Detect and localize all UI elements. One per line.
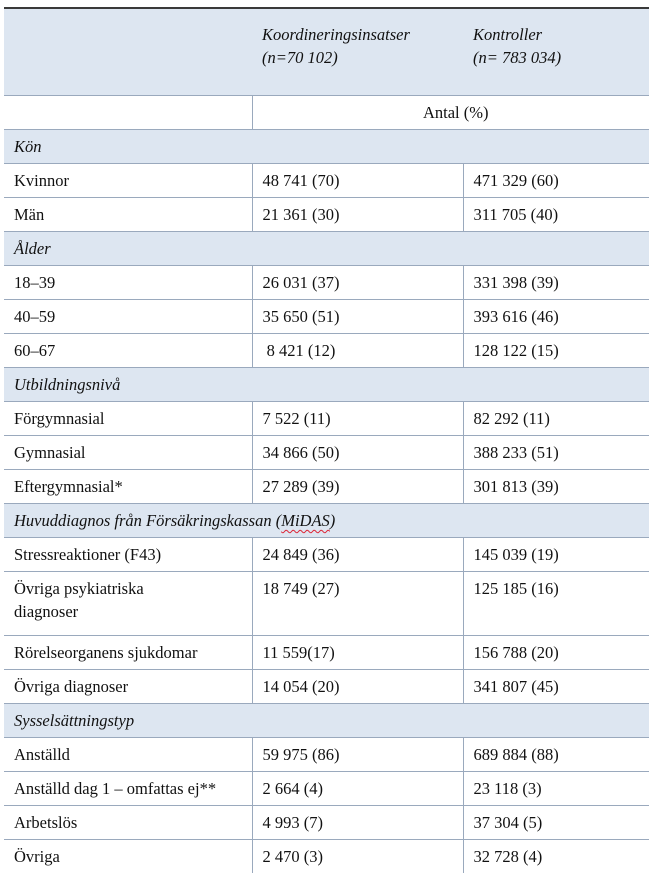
row-label: 40–59 [4,300,252,334]
section-title-suffix: ) [330,511,336,530]
row-label: Anställd dag 1 – omfattas ej** [4,772,252,806]
intervention-value: 34 866 (50) [252,436,463,470]
table-row [4,402,649,436]
table-row [4,300,649,334]
row-label-line2: diagnoser [14,600,252,623]
control-value: 393 616 (46) [463,300,649,334]
table-row [4,840,649,873]
section-row [4,232,649,266]
control-value: 689 884 (88) [463,738,649,772]
header-empty-cell [4,8,252,96]
header-intervention [252,8,463,96]
header-controls-n: (n= 783 034) [473,46,649,69]
row-label [4,572,252,636]
control-value: 156 788 (20) [463,636,649,670]
section-title-kon: Kön [4,130,649,164]
table-header-row [4,8,649,96]
intervention-value: 48 741 (70) [252,164,463,198]
intervention-value: 27 289 (39) [252,470,463,504]
control-value: 32 728 (4) [463,840,649,873]
intervention-value: 7 522 (11) [252,402,463,436]
control-value: 341 807 (45) [463,670,649,704]
table-row [4,572,649,636]
table-row [4,772,649,806]
header-intervention-n: (n=70 102) [262,46,463,69]
section-row [4,704,649,738]
control-value: 388 233 (51) [463,436,649,470]
unit-row [4,96,649,130]
section-title-huvuddiagnos [4,504,649,538]
row-label-line1: Övriga psykiatriska [14,577,252,600]
row-label: Arbetslös [4,806,252,840]
section-title-sysselsattning: Sysselsättningstyp [4,704,649,738]
row-label: Eftergymnasial* [4,470,252,504]
table-row [4,266,649,300]
row-label: 18–39 [4,266,252,300]
table-row [4,436,649,470]
section-row [4,130,649,164]
control-value: 311 705 (40) [463,198,649,232]
intervention-value: 14 054 (20) [252,670,463,704]
intervention-value: 35 650 (51) [252,300,463,334]
intervention-value: 21 361 (30) [252,198,463,232]
intervention-value: 24 849 (36) [252,538,463,572]
control-value: 301 813 (39) [463,470,649,504]
control-value: 145 039 (19) [463,538,649,572]
intervention-value: 26 031 (37) [252,266,463,300]
section-title-alder: Ålder [4,232,649,266]
row-label: Stressreaktioner (F43) [4,538,252,572]
table-row [4,470,649,504]
intervention-value: 18 749 (27) [252,572,463,636]
intervention-value: 4 993 (7) [252,806,463,840]
intervention-value: 8 421 (12) [252,334,463,368]
section-row [4,504,649,538]
section-title-midas: MiDAS [281,511,330,530]
control-value: 125 185 (16) [463,572,649,636]
row-label: Kvinnor [4,164,252,198]
row-label: Förgymnasial [4,402,252,436]
unit-empty-cell [4,96,252,130]
table-row [4,164,649,198]
intervention-value: 2 470 (3) [252,840,463,873]
unit-label: Antal (%) [252,96,649,130]
table-row [4,806,649,840]
row-label: Anställd [4,738,252,772]
intervention-value: 11 559(17) [252,636,463,670]
section-title-utbildning: Utbildningsnivå [4,368,649,402]
control-value: 23 118 (3) [463,772,649,806]
control-value: 128 122 (15) [463,334,649,368]
table-row [4,738,649,772]
section-title-prefix: Huvuddiagnos från Försäkringskassan ( [14,511,281,530]
table-row [4,670,649,704]
demographics-table [4,7,649,873]
row-label: 60–67 [4,334,252,368]
header-intervention-title: Koordineringsinsatser [262,23,463,46]
control-value: 37 304 (5) [463,806,649,840]
intervention-value: 2 664 (4) [252,772,463,806]
table-row [4,334,649,368]
row-label: Män [4,198,252,232]
header-controls [463,8,649,96]
table-row [4,636,649,670]
table-row [4,538,649,572]
control-value: 471 329 (60) [463,164,649,198]
section-row [4,368,649,402]
control-value: 331 398 (39) [463,266,649,300]
table-row [4,198,649,232]
row-label: Gymnasial [4,436,252,470]
header-controls-title: Kontroller [473,23,649,46]
row-label: Övriga diagnoser [4,670,252,704]
control-value: 82 292 (11) [463,402,649,436]
intervention-value: 59 975 (86) [252,738,463,772]
row-label: Övriga [4,840,252,873]
row-label: Rörelseorganens sjukdomar [4,636,252,670]
